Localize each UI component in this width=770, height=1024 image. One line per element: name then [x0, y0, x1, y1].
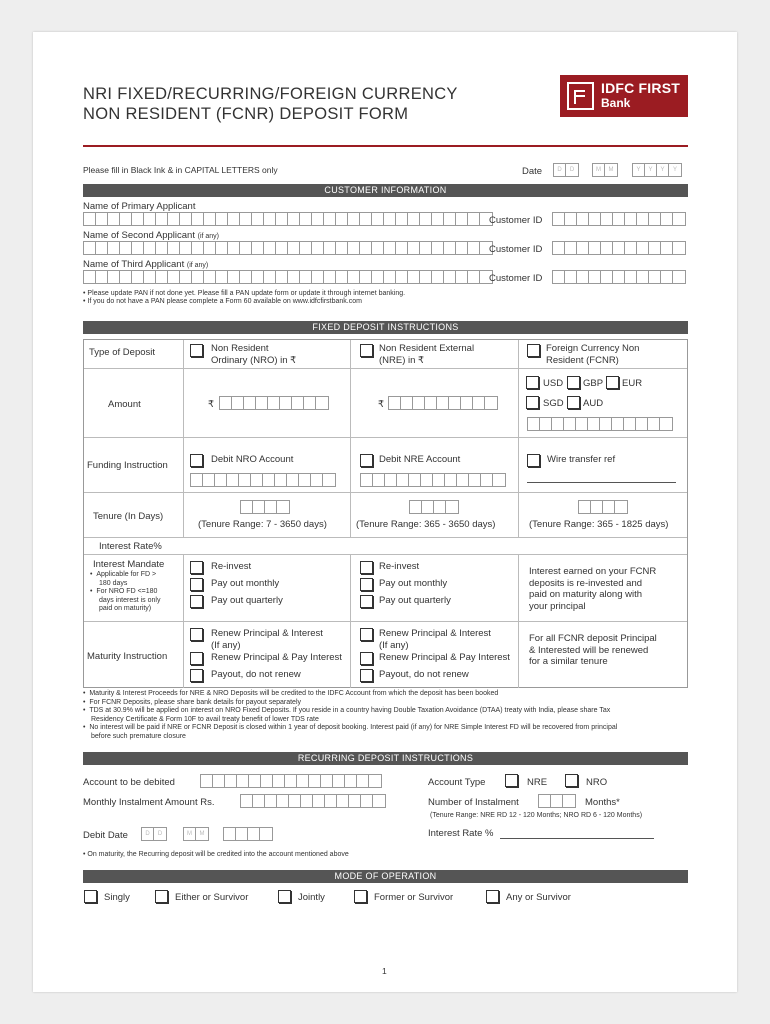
- nro-reinvest-checkbox[interactable]: [190, 561, 203, 574]
- monthly-instalment-boxes[interactable]: [240, 794, 386, 808]
- title-line-1: NRI FIXED/RECURRING/FOREIGN CURRENCY: [83, 85, 458, 103]
- tenure-label: Tenure (In Days): [93, 511, 164, 522]
- date-year-boxes[interactable]: Y Y Y Y: [632, 163, 682, 177]
- nro-payout-label: Payout, do not renew: [211, 669, 301, 680]
- nre-tenure-range: (Tenure Range: 365 - 3650 days): [356, 519, 496, 530]
- nre-renew-p-label: Renew Principal & Pay Interest: [379, 652, 510, 663]
- amount-label: Amount: [108, 399, 141, 410]
- funding-instruction-label: Funding Instruction: [87, 460, 168, 471]
- nro-renew-p-checkbox[interactable]: [190, 652, 203, 665]
- usd-checkbox[interactable]: [526, 376, 539, 389]
- mode-heading: MODE OF OPERATION: [83, 870, 688, 883]
- third-applicant-label: Name of Third Applicant (if any): [83, 259, 209, 270]
- nro-reinvest-label: Re-invest: [211, 561, 252, 572]
- nre-label: Non Resident External (NRE) in ₹: [379, 343, 475, 366]
- date-month-boxes[interactable]: M M: [592, 163, 618, 177]
- fcnr-checkbox[interactable]: [527, 344, 540, 357]
- debit-date-month-boxes[interactable]: M M: [183, 827, 209, 841]
- bank-logo: [560, 75, 688, 117]
- rd-heading: RECURRING DEPOSIT INSTRUCTIONS: [83, 752, 688, 765]
- nro-monthly-label: Pay out monthly: [211, 578, 280, 589]
- third-applicant-name-boxes[interactable]: [83, 270, 493, 284]
- nro-checkbox[interactable]: [190, 344, 203, 357]
- fill-instruction: Please fill in Black Ink & in CAPITAL LETTERS only: [83, 165, 278, 175]
- pan-note-1: • Please update PAN if not done yet. Please fill a PAN update form or update it through internet banking.: [83, 290, 406, 297]
- debit-nro-checkbox[interactable]: [190, 454, 203, 467]
- account-debited-label: Account to be debited: [83, 777, 175, 788]
- primary-applicant-label: Name of Primary Applicant: [83, 201, 196, 212]
- fd-heading: FIXED DEPOSIT INSTRUCTIONS: [83, 321, 688, 334]
- sgd-label: SGD: [543, 398, 564, 409]
- fd-notes: • Maturity & Interest Proceeds for NRE & NRO Deposits will be credited to the IDFC Account from which the deposit has been booked • For FCNR Deposits, please share bank details for payout separately • TDS at 30.9% will be applied on interest on NRO Fixed Deposits. If you reside in a country having Double Taxation Avoidance (DTAA) treaty with India, please share Tax Residency Certificate & Form 10F to avail treaty benefit of lower TDS rate • No interest will be paid if NRE or FCNR Deposit is closed within 1 year of deposit booking. Interest paid (if any) for NRE Simple Interest FD will be recovered from principal before such premature closure: [83, 690, 618, 740]
- nre-payout-checkbox[interactable]: [360, 669, 373, 682]
- nre-amount-boxes[interactable]: [388, 396, 498, 410]
- debit-nre-label: Debit NRE Account: [379, 454, 461, 465]
- nro-payout-checkbox[interactable]: [190, 669, 203, 682]
- fcnr-tenure-boxes[interactable]: [578, 500, 628, 514]
- nro-quarterly-label: Pay out quarterly: [211, 595, 283, 606]
- customer-id-1-boxes[interactable]: [552, 212, 686, 226]
- nre-account-boxes[interactable]: [360, 473, 506, 487]
- mode-any-survivor-label: Any or Survivor: [506, 892, 571, 903]
- nro-renew-pi-checkbox[interactable]: [190, 628, 203, 641]
- nro-amount-boxes[interactable]: [219, 396, 329, 410]
- maturity-instruction-label: Maturity Instruction: [87, 651, 168, 662]
- customer-id-2-boxes[interactable]: [552, 241, 686, 255]
- nro-rupee-symbol: ₹: [208, 399, 215, 410]
- debit-nre-checkbox[interactable]: [360, 454, 373, 467]
- rd-nre-checkbox[interactable]: [505, 774, 518, 787]
- date-day-boxes[interactable]: D D: [553, 163, 579, 177]
- aud-checkbox[interactable]: [567, 396, 580, 409]
- customer-id-label-2: Customer ID: [489, 244, 543, 255]
- nre-monthly-label: Pay out monthly: [379, 578, 448, 589]
- logo-text-1: IDFC FIRST: [601, 80, 680, 96]
- mode-singly-label: Singly: [104, 892, 130, 903]
- eur-label: EUR: [622, 378, 643, 389]
- mode-former-survivor-label: Former or Survivor: [374, 892, 454, 903]
- mode-jointly-label: Jointly: [298, 892, 325, 903]
- logo-text-2: Bank: [601, 96, 631, 110]
- form-page: [33, 32, 737, 992]
- logo-mark-icon: [567, 82, 594, 110]
- rd-interest-rate-label: Interest Rate %: [428, 828, 494, 839]
- rd-nro-label: NRO: [586, 777, 608, 788]
- page-number: 1: [382, 966, 387, 976]
- wire-transfer-checkbox[interactable]: [527, 454, 540, 467]
- date-label: Date: [522, 166, 543, 177]
- fcnr-maturity-text: For all FCNR deposit Principal & Interested will be renewed for a similar tenure: [529, 633, 657, 667]
- account-type-label: Account Type: [428, 777, 486, 788]
- second-applicant-label: Name of Second Applicant (if any): [83, 230, 220, 241]
- title-line-2: NON RESIDENT (FCNR) DEPOSIT FORM: [83, 105, 409, 123]
- wire-transfer-label: Wire transfer ref: [547, 454, 616, 465]
- nro-monthly-checkbox[interactable]: [190, 578, 203, 591]
- nre-checkbox[interactable]: [360, 344, 373, 357]
- nre-renew-pi-label: Renew Principal & Interest (If any): [379, 628, 491, 651]
- fcnr-label: Foreign Currency Non Resident (FCNR): [546, 343, 640, 366]
- nro-renew-p-label: Renew Principal & Pay Interest: [211, 652, 342, 663]
- header-divider: [83, 145, 688, 147]
- months-label: Months*: [585, 797, 620, 808]
- customer-id-label-3: Customer ID: [489, 273, 543, 284]
- num-instalment-boxes[interactable]: [538, 794, 576, 808]
- customer-id-3-boxes[interactable]: [552, 270, 686, 284]
- rd-interest-rate-line[interactable]: [500, 838, 654, 839]
- rd-nro-checkbox[interactable]: [565, 774, 578, 787]
- rd-account-boxes[interactable]: [200, 774, 382, 788]
- pan-note-2: • If you do not have a PAN please complete a Form 60 available on www.idfcfirstbank.com: [83, 298, 362, 305]
- nro-account-boxes[interactable]: [190, 473, 336, 487]
- primary-applicant-name-boxes[interactable]: [83, 212, 493, 226]
- nre-reinvest-label: Re-invest: [379, 561, 420, 572]
- monthly-instalment-label: Monthly Instalment Amount Rs.: [83, 797, 215, 808]
- nre-quarterly-label: Pay out quarterly: [379, 595, 451, 606]
- mode-jointly-checkbox[interactable]: [278, 890, 291, 903]
- mode-either-survivor-checkbox[interactable]: [155, 890, 168, 903]
- eur-checkbox[interactable]: [606, 376, 619, 389]
- form-title: [83, 84, 458, 124]
- nre-renew-p-checkbox[interactable]: [360, 652, 373, 665]
- nre-monthly-checkbox[interactable]: [360, 578, 373, 591]
- sgd-checkbox[interactable]: [526, 396, 539, 409]
- aud-label: AUD: [583, 398, 604, 409]
- nre-renew-pi-checkbox[interactable]: [360, 628, 373, 641]
- mandate-notes: • Applicable for FD > 180 days • For NRO FD <=180 days interest is only paid on maturity): [90, 571, 161, 612]
- rd-maturity-note: • On maturity, the Recurring deposit will be credited into the account mentioned above: [83, 851, 349, 858]
- nre-rupee-symbol: ₹: [378, 399, 385, 410]
- rd-nre-label: NRE: [527, 777, 548, 788]
- usd-label: USD: [543, 378, 564, 389]
- customer-info-heading: CUSTOMER INFORMATION: [83, 184, 688, 197]
- nre-payout-label: Payout, do not renew: [379, 669, 469, 680]
- nre-reinvest-checkbox[interactable]: [360, 561, 373, 574]
- num-instalment-label: Number of Instalment: [428, 797, 519, 808]
- nre-quarterly-checkbox[interactable]: [360, 595, 373, 608]
- interest-rate-label: Interest Rate%: [99, 541, 162, 552]
- nro-tenure-range: (Tenure Range: 7 - 3650 days): [198, 519, 327, 530]
- type-of-deposit-label: Type of Deposit: [89, 347, 156, 358]
- rd-tenure-note: (Tenure Range: NRE RD 12 - 120 Months; NRO RD 6 - 120 Months): [430, 812, 643, 819]
- mode-any-survivor-checkbox[interactable]: [486, 890, 499, 903]
- mode-singly-checkbox[interactable]: [84, 890, 97, 903]
- gbp-checkbox[interactable]: [567, 376, 580, 389]
- fcnr-tenure-range: (Tenure Range: 365 - 1825 days): [529, 519, 669, 530]
- fcnr-interest-text: Interest earned on your FCNR deposits is re-invested and paid on maturity along with your principal: [529, 566, 657, 612]
- nro-label: Non Resident Ordinary (NRO) in ₹: [211, 343, 297, 366]
- fcnr-amount-boxes[interactable]: [527, 417, 673, 431]
- fd-table: [83, 339, 688, 688]
- nro-tenure-boxes[interactable]: [240, 500, 290, 514]
- customer-id-label-1: Customer ID: [489, 215, 543, 226]
- mode-former-survivor-checkbox[interactable]: [354, 890, 367, 903]
- debit-date-label: Debit Date: [83, 830, 128, 841]
- nro-renew-pi-label: Renew Principal & Interest (If any): [211, 628, 323, 651]
- nre-tenure-boxes[interactable]: [409, 500, 459, 514]
- debit-date-year-boxes[interactable]: [223, 827, 273, 841]
- interest-mandate-label: Interest Mandate: [93, 559, 165, 570]
- mode-either-survivor-label: Either or Survivor: [175, 892, 249, 903]
- nro-quarterly-checkbox[interactable]: [190, 595, 203, 608]
- second-applicant-name-boxes[interactable]: [83, 241, 493, 255]
- debit-nro-label: Debit NRO Account: [211, 454, 294, 465]
- gbp-label: GBP: [583, 378, 604, 389]
- wire-ref-line[interactable]: [527, 482, 676, 483]
- debit-date-day-boxes[interactable]: D D: [141, 827, 167, 841]
